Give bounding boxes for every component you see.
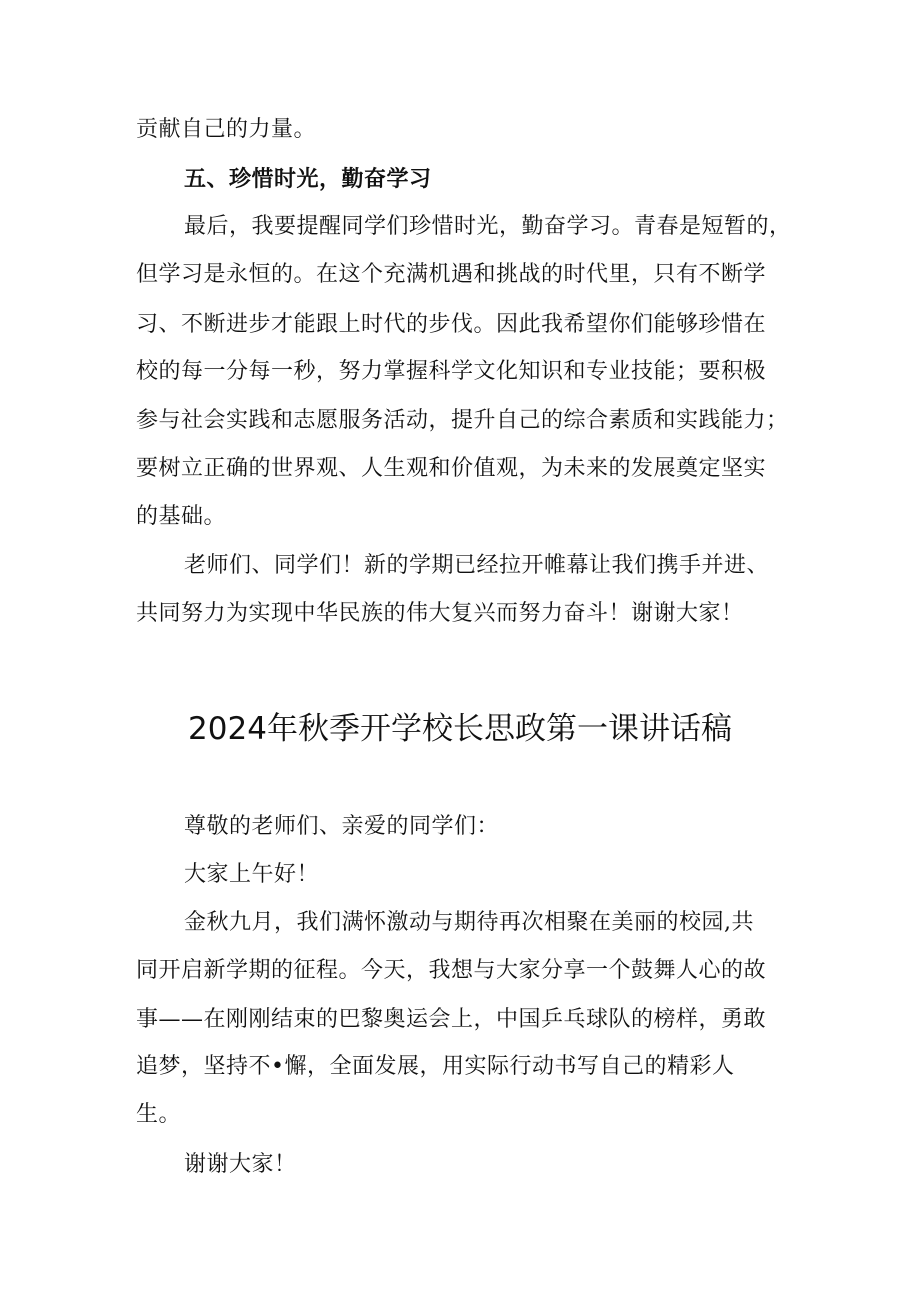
paragraph-line: 同开启新学期的征程。今天，我想与大家分享一个鼓舞人心的故 [136, 958, 767, 983]
greeting: 大家上午好！ [184, 862, 320, 887]
paragraph-line: 老师们、同学们！新的学期已经拉开帷幕让我们携手并进、 [184, 553, 770, 578]
paragraph-line: 金秋九月，我们满怀激动与期待再次相聚在美丽的校园,共 [184, 910, 754, 935]
section-heading: 五、珍惜时光，勤奋学习 [184, 167, 432, 192]
document-title: 2024年秋季开学校长思政第一课讲话稿 [188, 711, 732, 747]
paragraph-line: 的基础。 [136, 504, 227, 529]
salutation: 尊敬的老师们、亲爱的同学们： [184, 814, 500, 839]
paragraph-line: 校的每一分每一秒，努力掌握科学文化知识和专业技能；要积极 [136, 359, 767, 384]
paragraph-line: 追梦，坚持不•懈，全面发展，用实际行动书写自己的精彩人 [136, 1054, 735, 1079]
paragraph-line: 最后，我要提醒同学们珍惜时光，勤奋学习。青春是短暂的， [184, 214, 792, 239]
paragraph-line: 参与社会实践和志愿服务活动，提升自己的综合素质和实践能力； [136, 408, 789, 433]
paragraph-line: 要树立正确的世界观、人生观和价值观，为未来的发展奠定坚实 [136, 456, 767, 481]
paragraph-line: 习、不断进步才能跟上时代的步伐。因此我希望你们能够珍惜在 [136, 312, 767, 337]
continuation-line: 贡献自己的力量。 [136, 117, 317, 142]
paragraph-line: 生。 [136, 1102, 182, 1127]
paragraph-line: 但学习是永恒的。在这个充满机遇和挑战的时代里，只有不断学 [136, 262, 767, 287]
paragraph-line: 共同努力为实现中华民族的伟大复兴而努力奋斗！谢谢大家！ [136, 601, 744, 626]
paragraph-line: 事——在刚刚结束的巴黎奥运会上，中国乒乓球队的榜样，勇敢 [136, 1007, 767, 1032]
closing-line: 谢谢大家！ [184, 1152, 297, 1177]
